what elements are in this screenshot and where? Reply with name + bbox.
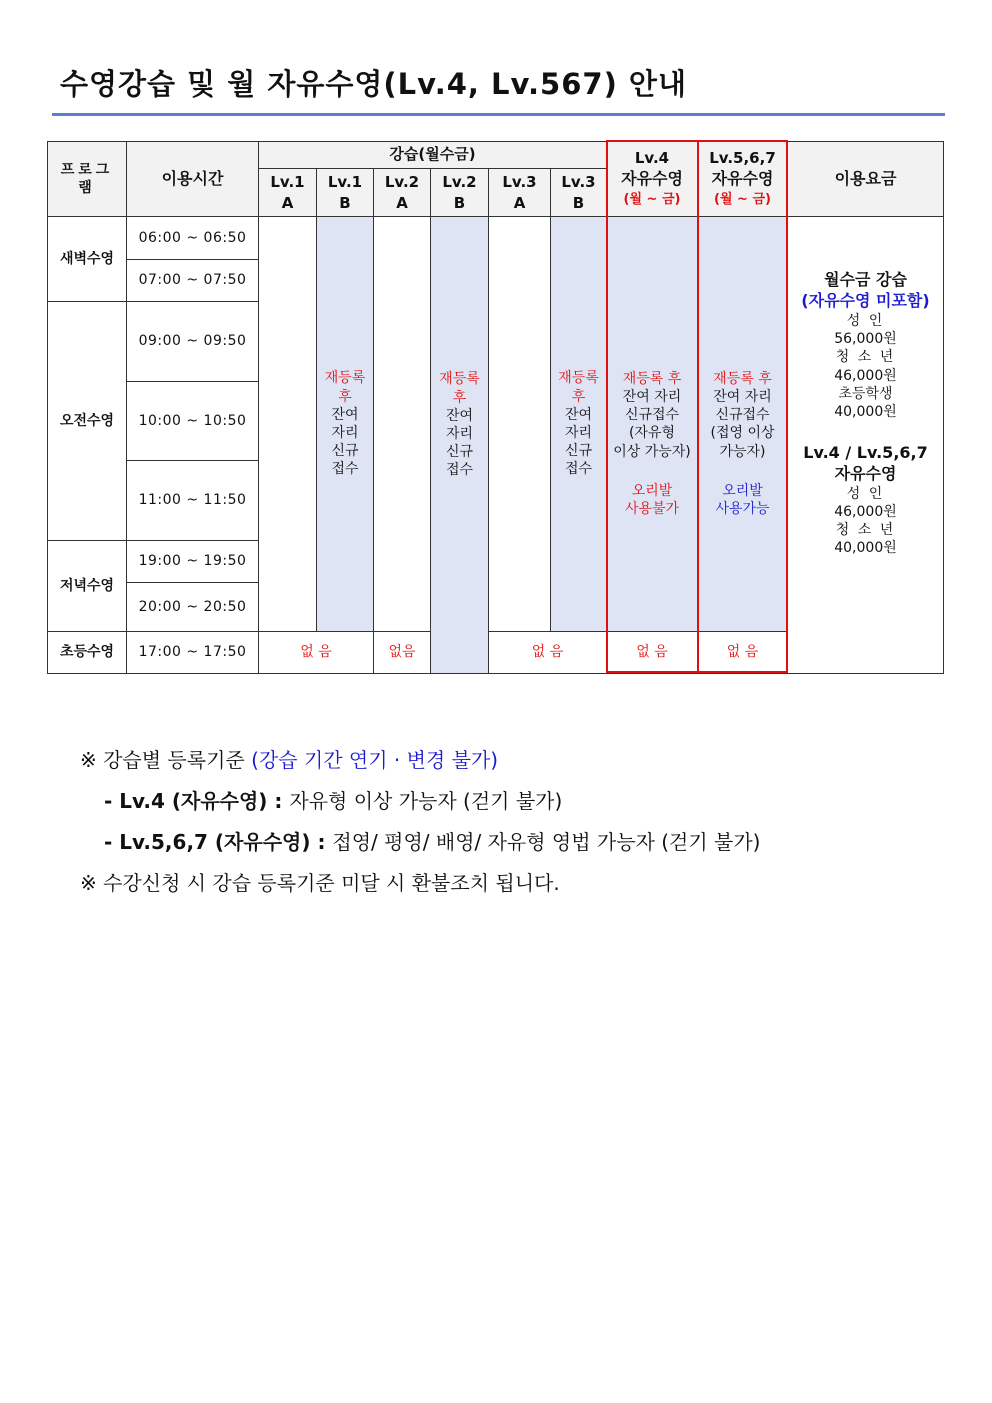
cell-none-lv2a: 없음 [374, 632, 431, 674]
time-slot: 11:00 ~ 11:50 [127, 461, 259, 541]
cell-lv2b: 재등록 후 잔여 자리 신규 접수 [431, 217, 489, 674]
schedule-table [47, 141, 944, 674]
cell-lv1b: 재등록 후 잔여 자리 신규 접수 [317, 217, 374, 632]
cell-lv2a [374, 217, 431, 632]
cell-none-lv1: 없 음 [259, 632, 374, 674]
time-slot: 19:00 ~ 19:50 [127, 541, 259, 583]
header-time: 이용시간 [127, 142, 259, 217]
program-morning: 오전수영 [48, 302, 127, 541]
header-free-lv567: Lv.5,6,7 자유수영 (월 ~ 금) [698, 142, 788, 217]
notes [80, 740, 761, 904]
note-line-2: - Lv.4 (자유수영) : 자유형 이상 가능자 (걷기 불가) [104, 789, 563, 813]
header-lv3a: Lv.3 A [489, 169, 551, 217]
time-slot: 07:00 ~ 07:50 [127, 260, 259, 302]
time-slot: 09:00 ~ 09:50 [127, 302, 259, 382]
time-slot: 17:00 ~ 17:50 [127, 632, 259, 674]
header-free-lv4: Lv.4 자유수영 (월 ~ 금) [607, 142, 698, 217]
program-evening: 저녁수영 [48, 541, 127, 632]
cell-lv3a [489, 217, 551, 632]
header-lv3b: Lv.3 B [551, 169, 607, 217]
title-underline [52, 113, 945, 116]
cell-lv1a [259, 217, 317, 632]
note-line-4: ※ 수강신청 시 강습 등록기준 미달 시 환불조치 됩니다. [80, 871, 560, 895]
header-lv1b: Lv.1 B [317, 169, 374, 217]
program-dawn: 새벽수영 [48, 217, 127, 302]
cell-fees: 월수금 강습 (자유수영 미포함) 성 인 56,000원 청 소 년 46,000원 초등학생 40,000원 Lv.4 / Lv.5,6,7 자유수영 성 인 46,000원 청 소 년 40,000원 [788, 217, 944, 674]
header-fee: 이용요금 [788, 142, 944, 217]
cell-none-free-lv567: 없 음 [698, 632, 788, 674]
header-lesson-group: 강습(월수금) [259, 142, 607, 169]
note-line-1: ※ 강습별 등록기준 (강습 기간 연기 · 변경 불가) [80, 748, 499, 772]
cell-none-lv3: 없 음 [489, 632, 607, 674]
cell-free-lv567: 재등록 후 잔여 자리 신규접수 (접영 이상 가능자) 오리발 사용가능 [698, 217, 788, 632]
cell-none-free-lv4: 없 음 [607, 632, 698, 674]
cell-free-lv4: 재등록 후 잔여 자리 신규접수 (자유형 이상 가능자) 오리발 사용불가 [607, 217, 698, 632]
page-title: 수영강습 및 월 자유수영(Lv.4, Lv.567) 안내 [60, 67, 687, 101]
header-lv1a: Lv.1 A [259, 169, 317, 217]
time-slot: 20:00 ~ 20:50 [127, 583, 259, 632]
header-program: 프로그램 [48, 142, 127, 217]
time-slot: 06:00 ~ 06:50 [127, 217, 259, 260]
note-line-3: - Lv.5,6,7 (자유수영) : 접영/ 평영/ 배영/ 자유형 영법 가능자 (걷기 불가) [104, 830, 761, 854]
program-elementary: 초등수영 [48, 632, 127, 674]
time-slot: 10:00 ~ 10:50 [127, 382, 259, 461]
header-lv2a: Lv.2 A [374, 169, 431, 217]
header-lv2b: Lv.2 B [431, 169, 489, 217]
cell-lv3b: 재등록 후 잔여 자리 신규 접수 [551, 217, 607, 632]
